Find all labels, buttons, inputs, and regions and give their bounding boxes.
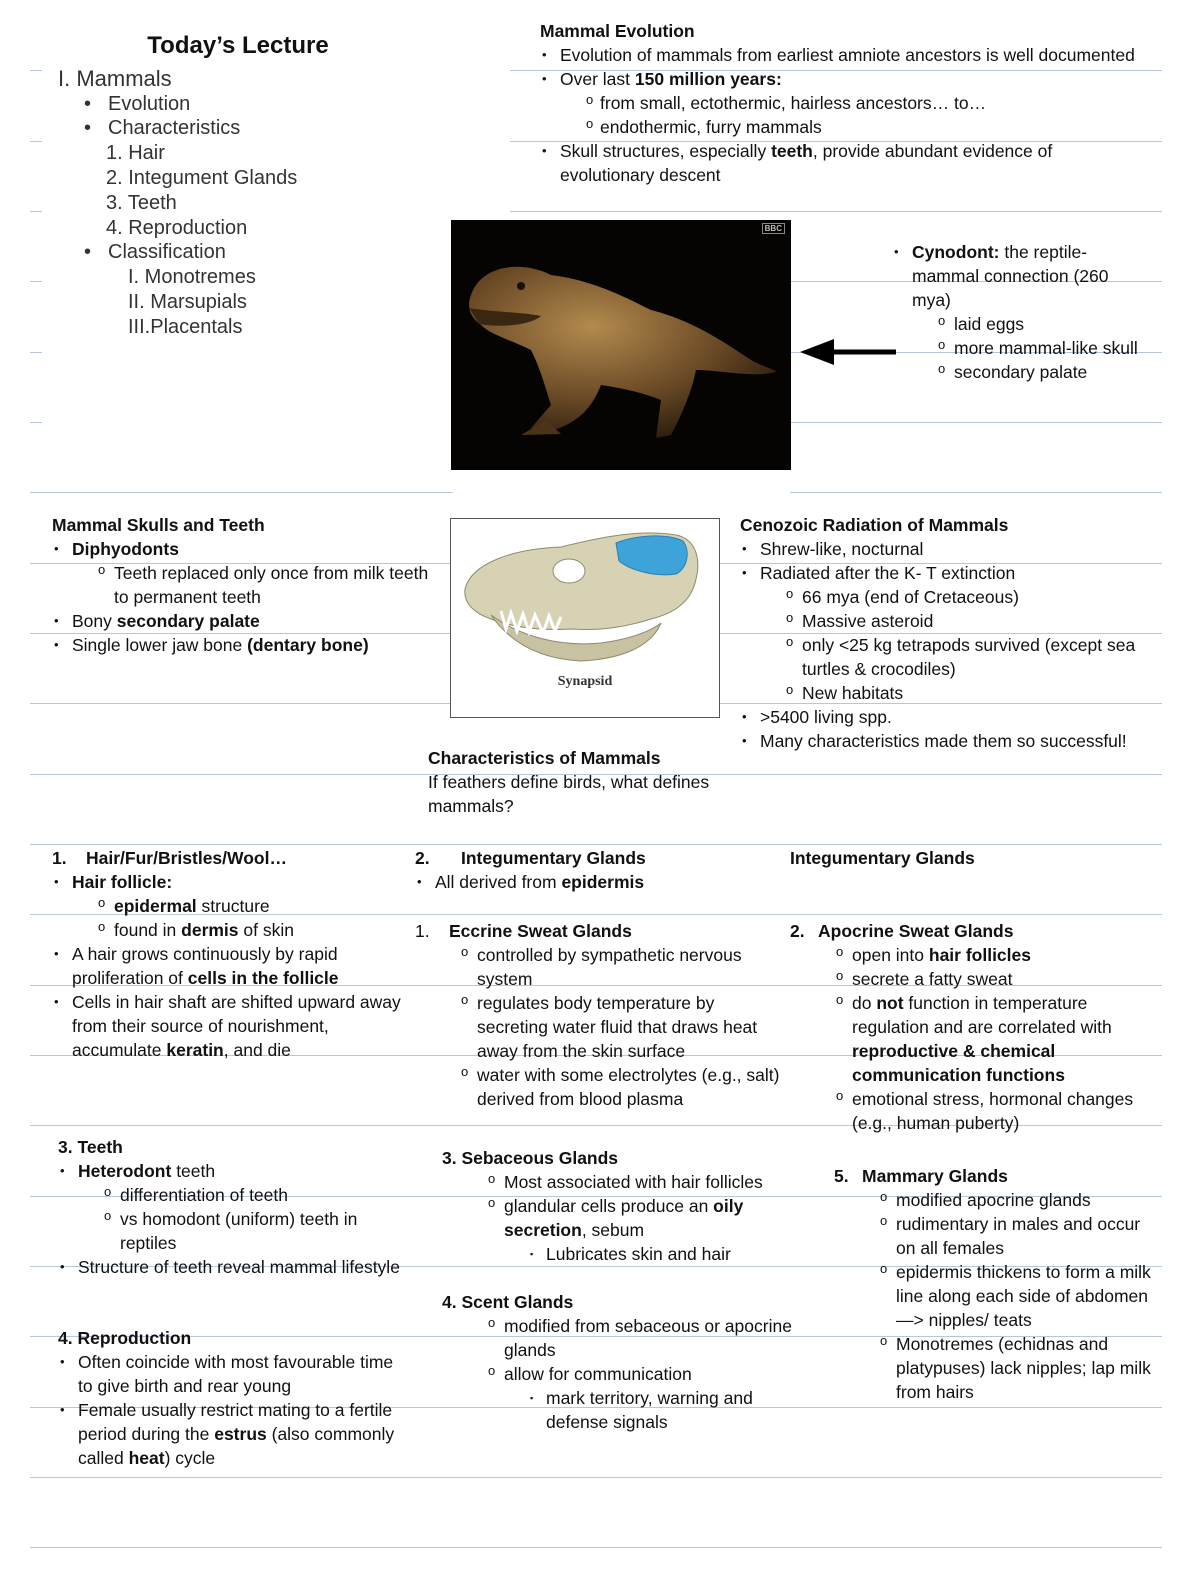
section-heading: Mammal Evolution [540, 21, 695, 41]
bullet: • Evolution of mammals from earliest amniote ancestors is well documented [540, 43, 1140, 67]
sub-bullet: o vs homodont (uniform) teeth in reptiles [58, 1207, 408, 1255]
sub-bullet: o allow for communication [442, 1362, 802, 1386]
eccrine-section [415, 919, 790, 1111]
outline-char-reproduction: 4. Reproduction [106, 216, 248, 239]
sub-bullet: o more mammal-like skull [892, 336, 1142, 360]
bullet: • Hair follicle: [52, 870, 412, 894]
bullet: • >5400 living spp. [740, 705, 1160, 729]
sub-bullet: o epidermal structure [52, 894, 412, 918]
cenozoic-section [740, 513, 1160, 753]
apocrine-section [790, 919, 1155, 1135]
characteristics-question: If feathers define birds, what defines mammals? [428, 772, 710, 816]
bullet: • Single lower jaw bone (dentary bone) [52, 633, 432, 657]
skulls-teeth-section [52, 513, 432, 657]
outline-char-teeth: 3. Teeth [106, 191, 177, 214]
sub-bullet: o Massive asteroid [740, 609, 1160, 633]
outline-class-monotremes: I. Monotremes [128, 266, 256, 289]
lecture-outline [58, 34, 418, 340]
sub-bullet: o secrete a fatty sweat [790, 967, 1155, 991]
section-heading: 2. Integumentary Glands [415, 848, 646, 868]
sub-bullet: o emotional stress, hormonal changes (e.g., human puberty) [790, 1087, 1155, 1135]
skull-caption: Synapsid [557, 674, 613, 689]
outline-item-characteristics: • Characteristics [58, 116, 418, 141]
synapsid-skull-figure [450, 518, 720, 718]
bullet: • Structure of teeth reveal mammal lifestyle [58, 1255, 408, 1279]
section-heading: 5. Mammary Glands [834, 1166, 1008, 1186]
outline-section: I. Mammals [58, 65, 172, 91]
sub-bullet: o endothermic, furry mammals [540, 115, 1140, 139]
bullet: • All derived from epidermis [415, 870, 785, 894]
bullet: • Cells in hair shaft are shifted upward away from their source of nourishment, accumulate keratin, and die [52, 990, 412, 1062]
bullet: • Radiated after the K- T extinction [740, 561, 1160, 585]
mammary-section [834, 1164, 1154, 1404]
bullet: • Over last 150 million years: [540, 67, 1140, 91]
mammal-evolution-section [540, 19, 1140, 187]
sub-bullet: o modified from sebaceous or apocrine glands [442, 1314, 802, 1362]
outline-class-marsupials: II. Marsupials [128, 290, 247, 313]
sub-bullet: o open into hair follicles [790, 943, 1155, 967]
section-heading: Characteristics of Mammals [428, 748, 661, 768]
bullet: • Heterodont teeth [58, 1159, 408, 1183]
sub-bullet: o from small, ectothermic, hairless ancestors… to… [540, 91, 1140, 115]
section-heading: 4. Reproduction [58, 1328, 192, 1348]
sub-bullet: o epidermis thickens to form a milk line along each side of abdomen —> nipples/ teats [834, 1260, 1154, 1332]
integumentary-heading-right [790, 846, 1150, 870]
sub-bullet: o Monotremes (echidnas and platypuses) lack nipples; lap milk from hairs [834, 1332, 1154, 1404]
sub-bullet: o water with some electrolytes (e.g., salt) derived from blood plasma [415, 1063, 790, 1111]
bullet: • Bony secondary palate [52, 609, 432, 633]
section-heading: 1. Eccrine Sweat Glands [415, 921, 632, 941]
sub-sub-bullet: ▪ Lubricates skin and hair [442, 1242, 812, 1266]
hair-section [52, 846, 412, 1062]
teeth-section [58, 1135, 408, 1279]
bullet: • Often coincide with most favourable time to give birth and rear young [58, 1350, 408, 1398]
bullet: • Shrew-like, nocturnal [740, 537, 1160, 561]
section-heading: Cenozoic Radiation of Mammals [740, 515, 1009, 535]
integumentary-section [415, 846, 785, 894]
sebaceous-section [442, 1146, 812, 1266]
section-heading: 2. Apocrine Sweat Glands [790, 921, 1014, 941]
sub-bullet: o only <25 kg tetrapods survived (except sea turtles & crocodiles) [740, 633, 1160, 681]
outline-char-hair: 1. Hair [106, 142, 165, 165]
section-heading: 3. Sebaceous Glands [442, 1148, 619, 1168]
sub-bullet: o New habitats [740, 681, 1160, 705]
sub-bullet: o Teeth replaced only once from milk teeth to permanent teeth [52, 561, 432, 609]
sub-bullet: o rudimentary in males and occur on all females [834, 1212, 1154, 1260]
sub-bullet: o modified apocrine glands [834, 1188, 1154, 1212]
bullet: • Skull structures, especially teeth, provide abundant evidence of evolutionary descent [540, 139, 1140, 187]
section-heading: Mammal Skulls and Teeth [52, 515, 265, 535]
arrow-left-icon [798, 338, 898, 366]
outline-item-classification: • Classification [58, 240, 418, 265]
bbc-badge: BBC [762, 223, 785, 234]
bullet: • Many characteristics made them so successful! [740, 729, 1160, 753]
sub-bullet: o controlled by sympathetic nervous system [415, 943, 790, 991]
section-heading: 3. Teeth [58, 1137, 123, 1157]
cynodont-illustration [451, 220, 791, 470]
reproduction-section [58, 1326, 408, 1470]
outline-title: Today’s Lecture [147, 32, 329, 59]
sub-sub-bullet: ▪ mark territory, warning and defense signals [442, 1386, 802, 1434]
bullet: • Female usually restrict mating to a fertile period during the estrus (also commonly called heat) cycle [58, 1398, 408, 1470]
sub-bullet: o regulates body temperature by secreting water fluid that draws heat away from the skin surface [415, 991, 790, 1063]
bullet: • Cynodont: the reptile-mammal connection (260 mya) [892, 240, 1142, 312]
cynodont-photo [451, 220, 791, 470]
section-heading: 1. Hair/Fur/Bristles/Wool… [52, 848, 287, 868]
sub-bullet: o secondary palate [892, 360, 1142, 384]
sub-bullet: o 66 mya (end of Cretaceous) [740, 585, 1160, 609]
sub-bullet: o found in dermis of skin [52, 918, 412, 942]
outline-char-glands: 2. Integument Glands [106, 166, 298, 189]
bullet: • Diphyodonts [52, 537, 432, 561]
cynodont-notes [892, 240, 1142, 384]
outline-class-placentals: III.Placentals [128, 315, 243, 338]
section-heading: 4. Scent Glands [442, 1292, 574, 1312]
section-heading: Integumentary Glands [790, 848, 975, 868]
skull-illustration [451, 519, 719, 679]
sub-bullet: o do not function in temperature regulation and are correlated with reproductive & chemical communication functions [790, 991, 1155, 1087]
sub-bullet: o differentiation of teeth [58, 1183, 408, 1207]
scent-section [442, 1290, 802, 1434]
sub-bullet: o glandular cells produce an oily secretion, sebum [442, 1194, 812, 1242]
outline-item-evolution: • Evolution [58, 92, 418, 117]
bullet: • A hair grows continuously by rapid proliferation of cells in the follicle [52, 942, 412, 990]
characteristics-section [428, 746, 758, 818]
sub-bullet: o Most associated with hair follicles [442, 1170, 812, 1194]
sub-bullet: o laid eggs [892, 312, 1142, 336]
